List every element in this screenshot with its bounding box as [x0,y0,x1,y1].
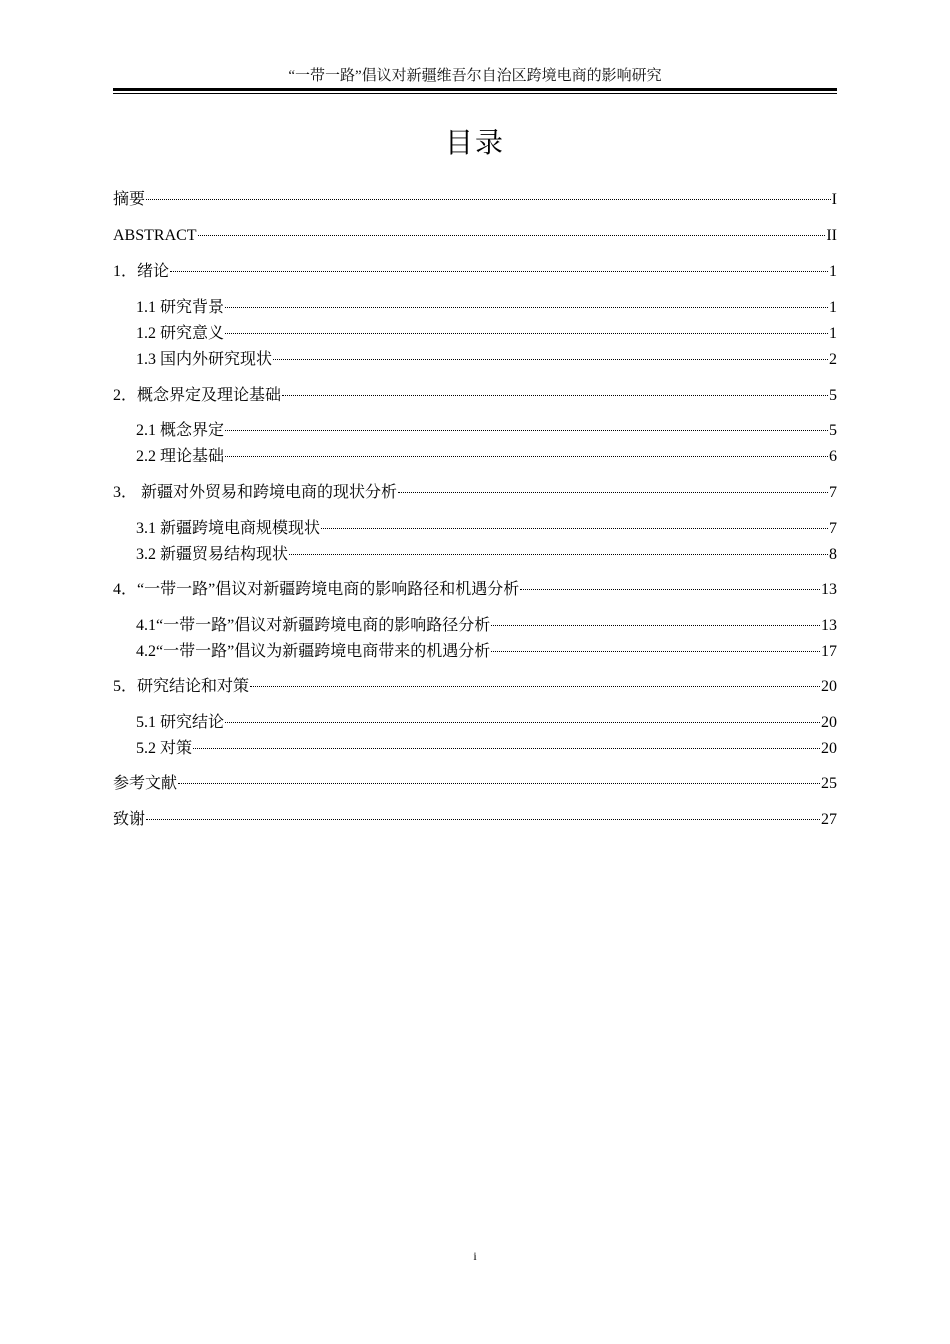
toc-dot-leader [282,395,828,396]
toc-entry[interactable] [113,261,837,283]
toc-entry-page-number: 1 [829,299,837,316]
toc-entry-page-number: 20 [821,714,837,731]
toc-entry[interactable] [136,641,837,663]
toc-entry-label: 1.1 研究背景 [136,299,225,316]
toc-entry-page-number: 1 [829,263,837,280]
header-rule-thick [113,88,837,91]
toc-dot-leader [520,589,820,590]
toc-dot-leader [321,528,828,529]
toc-entry-label: 3.2 新疆贸易结构现状 [136,546,289,563]
toc-entry-page-number: 5 [829,422,837,439]
toc-dot-leader [225,430,828,431]
toc-entry-label: 4.1“一带一路”倡议对新疆跨境电商的影响路径分析 [136,617,491,634]
toc-entry-page-number: 5 [829,387,837,404]
toc-dot-leader [225,307,828,308]
toc-dot-leader [225,333,828,334]
toc-entry-label: 5．研究结论和对策 [113,678,250,695]
toc-entry[interactable] [136,738,837,760]
toc-entry[interactable] [136,544,837,566]
toc-entry[interactable] [113,773,837,795]
toc-entry[interactable] [113,225,837,247]
toc-dot-leader [146,199,831,200]
toc-title: 目录 [444,128,505,159]
toc-entry-page-number: 25 [821,775,837,792]
toc-entry-label: 2．概念界定及理论基础 [113,387,282,404]
toc-entry-label: 3.1 新疆跨境电商规模现状 [136,520,321,537]
running-header: “一带一路”倡议对新疆维吾尔自治区跨境电商的影响研究 [288,68,662,84]
toc-entry-page-number: 6 [829,448,837,465]
toc-dot-leader [491,625,820,626]
toc-entry[interactable] [136,518,837,540]
toc-entry[interactable] [113,482,837,504]
toc-dot-leader [491,651,820,652]
toc-entry[interactable] [136,349,837,371]
toc-entry[interactable] [113,189,837,211]
page-number: i [473,1249,477,1263]
toc-entry-label: 致谢 [113,811,146,828]
toc-entry-page-number: 8 [829,546,837,563]
toc-entry-label: 摘要 [113,191,146,208]
toc-entry-label: 1.2 研究意义 [136,325,225,342]
toc-dot-leader [225,722,820,723]
toc-dot-leader [398,492,828,493]
toc-entry[interactable] [113,385,837,407]
toc-dot-leader [273,359,828,360]
toc-entry-page-number: 17 [821,643,837,660]
toc-entry-label: 2.2 理论基础 [136,448,225,465]
toc-entry-label: 1.3 国内外研究现状 [136,351,273,368]
toc-dot-leader [146,819,820,820]
toc-entry-page-number: 27 [821,811,837,828]
toc-entry-page-number: 13 [821,617,837,634]
toc-entry[interactable] [136,615,837,637]
toc-entry-page-number: I [831,191,837,208]
toc-entry-page-number: 13 [821,581,837,598]
header-rule-thin [113,93,837,94]
toc-entry[interactable] [136,323,837,345]
toc-entry[interactable] [136,297,837,319]
toc-entry-label: 参考文献 [113,775,178,792]
toc-dot-leader [193,748,820,749]
toc-dot-leader [225,456,828,457]
toc-entry-label: 5.2 对策 [136,740,193,757]
toc-entry-label: ABSTRACT [113,227,197,244]
toc-dot-leader [178,783,820,784]
toc-dot-leader [170,271,828,272]
toc-dot-leader [289,554,828,555]
toc-entry-page-number: 7 [829,484,837,501]
toc-entry-label: 2.1 概念界定 [136,422,225,439]
toc-entry-page-number: 20 [821,678,837,695]
toc-entry[interactable] [113,579,837,601]
toc-entry[interactable] [136,420,837,442]
toc-entry[interactable] [113,809,837,831]
toc-entry-label: 3． 新疆对外贸易和跨境电商的现状分析 [113,484,398,501]
toc-entry-label: 4．“一带一路”倡议对新疆跨境电商的影响路径和机遇分析 [113,581,520,598]
toc-dot-leader [198,235,826,236]
toc-entry-label: 4.2“一带一路”倡议为新疆跨境电商带来的机遇分析 [136,643,491,660]
toc-entry[interactable] [136,712,837,734]
toc-entry[interactable] [136,446,837,468]
toc-entry-page-number: 2 [829,351,837,368]
toc-entry-page-number: 20 [821,740,837,757]
toc-entry-label: 5.1 研究结论 [136,714,225,731]
toc-entry-page-number: 1 [829,325,837,342]
toc-entry-page-number: II [826,227,837,244]
toc-entry[interactable] [113,676,837,698]
toc-dot-leader [250,686,820,687]
toc-entry-page-number: 7 [829,520,837,537]
toc-entry-label: 1．绪论 [113,263,170,280]
